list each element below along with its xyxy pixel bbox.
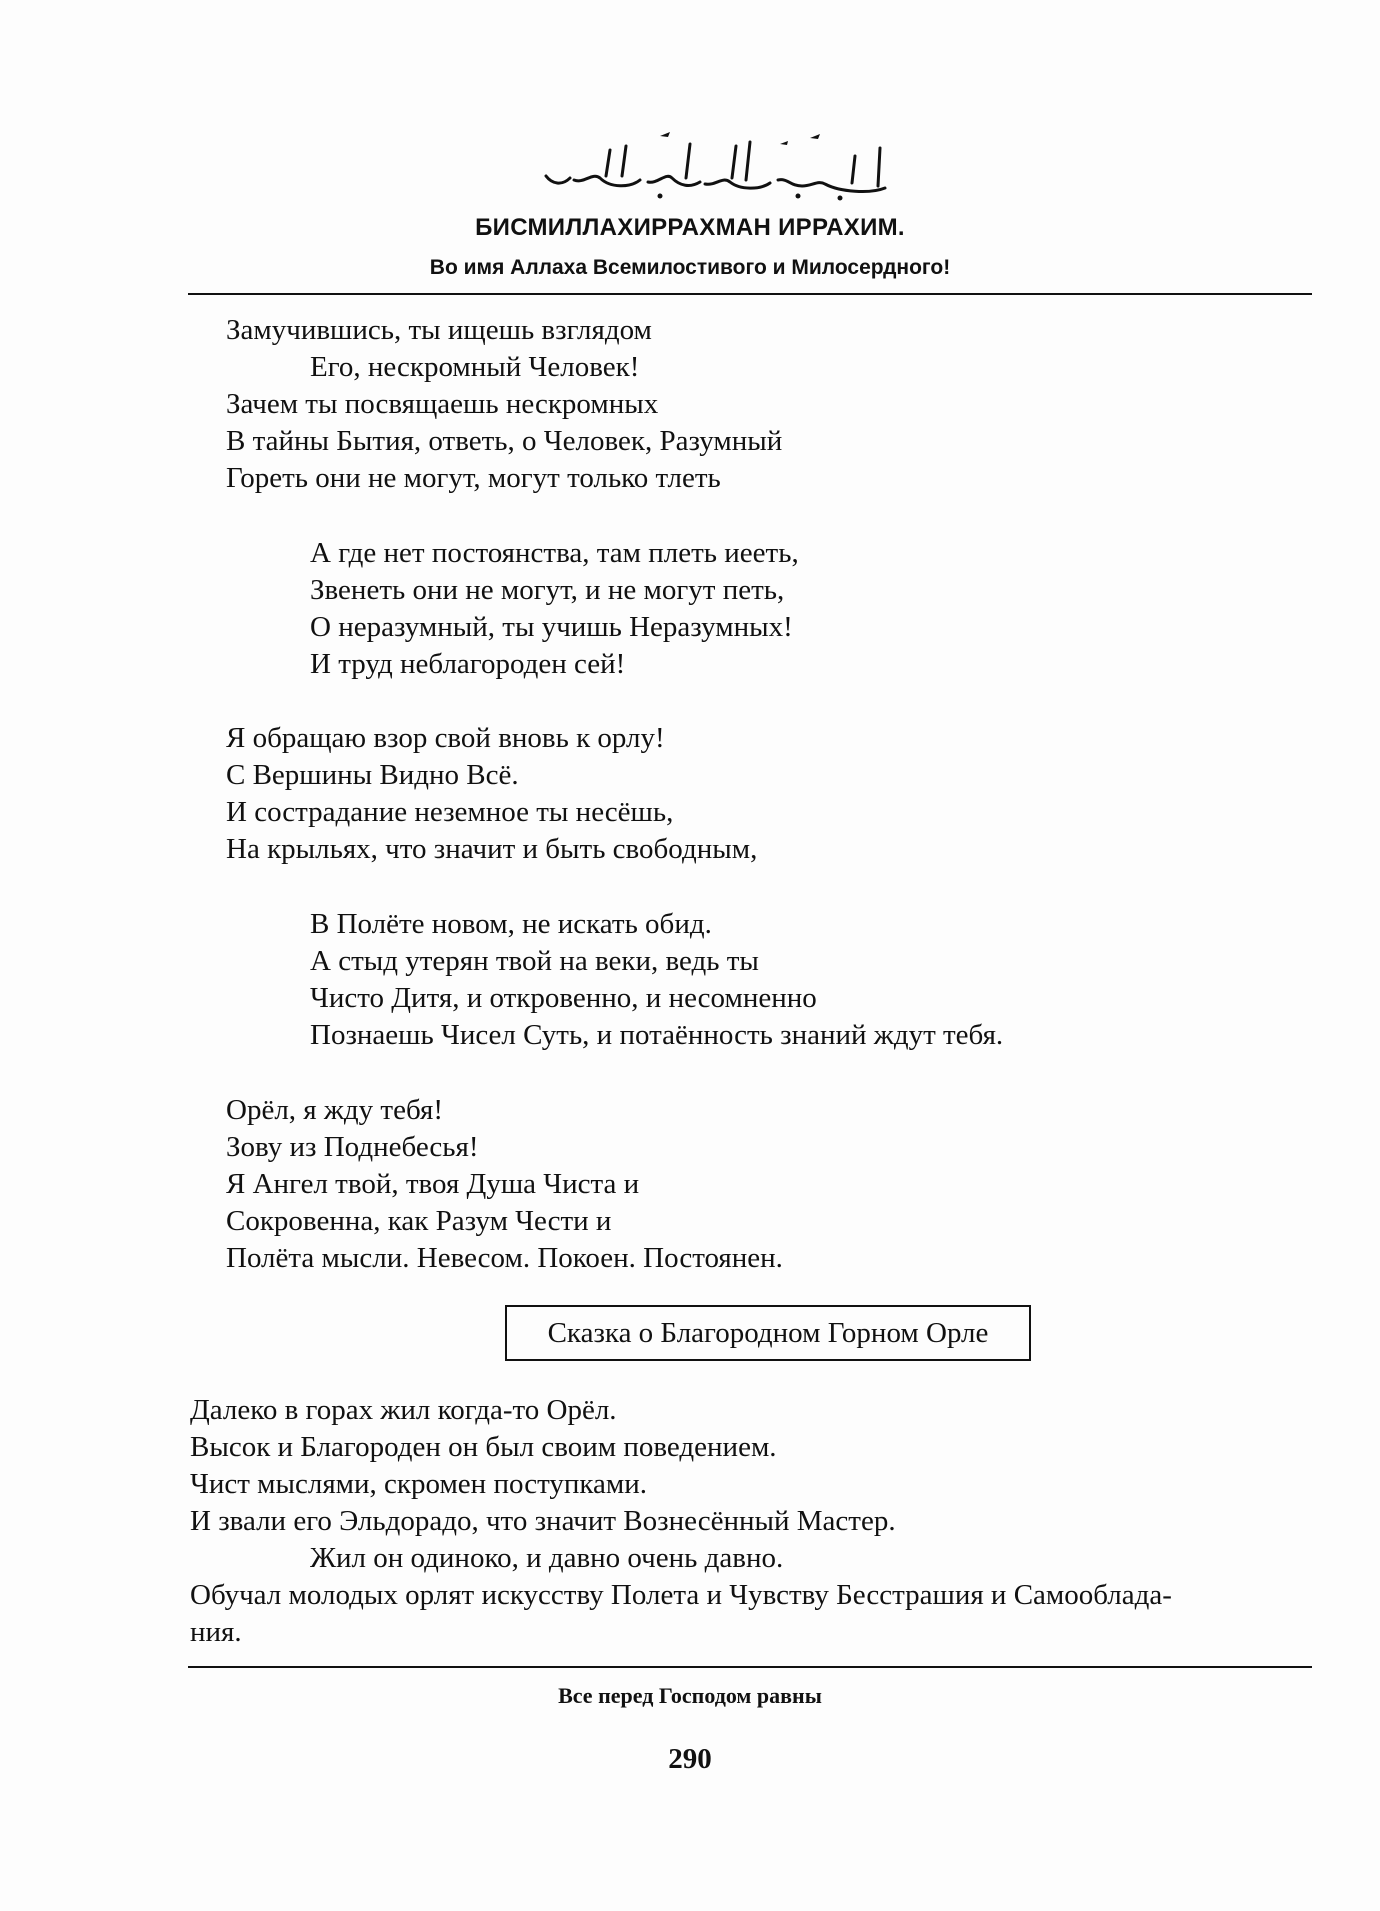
poem-line: О неразумный, ты учишь Неразумных! [310, 611, 793, 643]
poem-line: Гореть они не могут, могут только тлеть [226, 462, 721, 494]
poem-line: А где нет постоянства, там плеть иееть, [310, 537, 799, 569]
poem-line: Я обращаю взор свой вновь к орлу! [226, 722, 665, 754]
story-line: Чист мыслями, скромен поступками. [190, 1468, 648, 1500]
poem-line: И труд неблагороден сей! [310, 648, 626, 680]
poem-line: Чисто Дитя, и откровенно, и несомненно [310, 982, 817, 1014]
poem-line: В тайны Бытия, ответь, о Человек, Разумный [226, 425, 783, 457]
poem-line: И сострадание неземное ты несёшь, [226, 796, 674, 828]
poem-line: В Полёте новом, не искать обид. [310, 908, 712, 940]
poem-line: Я Ангел твой, твоя Душа Чиста и [226, 1168, 640, 1200]
poem-line: Звенеть они не могут, и не могут петь, [310, 574, 785, 606]
header-divider [188, 293, 1312, 295]
poem-line: На крыльях, что значит и быть свободным, [226, 833, 758, 865]
poem-line: Полёта мысли. Невесом. Покоен. Постоянен. [226, 1242, 783, 1274]
poem-line: Зову из Поднебесья! [226, 1131, 479, 1163]
bismillah-calligraphy [540, 128, 900, 204]
poem-line: Орёл, я жду тебя! [226, 1094, 443, 1126]
story-title: Сказка о Благородном Горном Орле [505, 1305, 1031, 1361]
poem-line: Зачем ты посвящаешь нескромных [226, 388, 659, 420]
poem-line: Сокровенна, как Разум Чести и [226, 1205, 612, 1237]
story-line: Обучал молодых орлят искусству Полета и Чувству Бесстрашия и Самооблада- [190, 1579, 1172, 1611]
footer-divider [188, 1666, 1312, 1668]
poem-line: С Вершины Видно Всё. [226, 759, 519, 791]
story-line: Высок и Благороден он был своим поведением. [190, 1431, 777, 1463]
page-number: 290 [668, 1743, 712, 1775]
story-line: Далеко в горах жил когда-то Орёл. [190, 1394, 617, 1426]
poem-line: А стыд утерян твой на веки, ведь ты [310, 945, 759, 977]
poem-line: Замучившись, ты ищешь взглядом [226, 314, 652, 346]
story-line: И звали его Эльдорадо, что значит Вознесённый Мастер. [190, 1505, 896, 1537]
header-subtitle: Во имя Аллаха Всемилостивого и Милосердного! [429, 256, 951, 279]
story-line: Жил он одиноко, и давно очень давно. [310, 1542, 784, 1574]
poem-line: Его, нескромный Человек! [310, 351, 640, 383]
header-title: БИСМИЛЛАХИРРАХМАН ИРРАХИМ. [475, 214, 905, 241]
poem-line: Познаешь Чисел Суть, и потаённость знаний ждут тебя. [310, 1019, 1004, 1051]
running-footer: Все перед Господом равны [558, 1683, 822, 1708]
story-line: ния. [190, 1616, 242, 1648]
